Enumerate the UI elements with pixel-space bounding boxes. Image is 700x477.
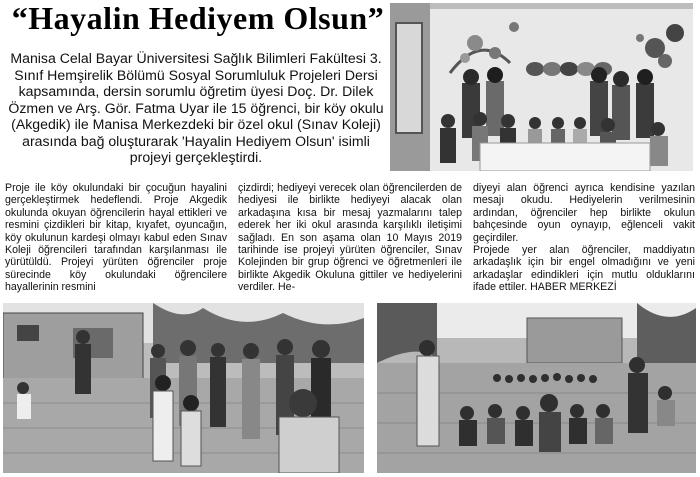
column-3-paragraph-2: Projede yer alan öğrenciler, maddiyatın arkadaşlık için bir engel olmadığını ve yeni arkadaşlar edindikleri için mutlu olduklarını ifade ettiler. HABER MERKEZİ <box>473 244 695 294</box>
article-column-2 <box>238 182 462 294</box>
column-3-paragraph-1: diyeyi alan öğrenci ayrıca kendisine yazılan mesajı okudu. Hediyelerin verilmesinin ardından, öğrenciler hep birlikte okulun bahçesinde oyun oynayıp, eğlenceli vakit geçirdiler. <box>473 182 695 244</box>
article-column-3 <box>473 182 695 294</box>
schoolyard-gift-photo <box>3 303 364 473</box>
article-lead <box>4 50 388 166</box>
lead-text: Manisa Celal Bayar Üniversitesi Sağlık Bilimleri Fakültesi 3. Sınıf Hemşirelik Bölümü Sosyal Sorumluluk Projeleri Dersi kapsamında, dersin sorumlu öğretim üyesi Doç. Dr. Dilek Özmen ve Arş. Gör. Fatma Uyar ile 15 öğrenci, bir köy okulu (Akgedik) ile Manisa Merkezdeki bir özel okul (Sınav Koleji) arasında bağ oluşturarak 'Hayalin Hediyem Olsun' isimli projeyi gerçekleştirdi. <box>8 50 384 165</box>
article-headline: “Hayalin Hediyem Olsun” <box>11 0 385 36</box>
column-2-text: çizdirdi; hediyeyi verecek olan öğrencilerden de hediyesi ile birlikte hediyeyi alacak olan arkadaşına kısa bir mesaj yazmalarını talep ederek her iki okul arasında karşılıklı iletişimi sağladı. En son aşama olan 10 Mayıs 2019 tarihinde ise projeyi yürüten öğrenciler, Sınav Kolejinden bir grup öğrenci ve öğretmenleri ile birlikte Akgedik Okuluna gittiler ve hediyelerini verdiler. He- <box>238 182 462 294</box>
circle-game-photo <box>377 303 696 473</box>
column-1-text: Proje ile köy okulundaki bir çocuğun hayalini gerçekleştirmek hedeflendi. Proje Akgedik okulunda okuyan öğrencilerin hayal ettikleri ve resmini çizdikleri bir kitap, kıyafet, oyuncağın, köy okulunun kardeşi olmayı kabul eden Sınav Koleji öğrencileri tarafından karşılanması ile yürütüldü. Projeyi yürüten öğrenciler proje sürecinde köy okulundaki öğrencilere hayallerinin resmini <box>5 182 227 294</box>
classroom-group-photo <box>390 3 693 171</box>
article-column-1 <box>5 182 227 294</box>
